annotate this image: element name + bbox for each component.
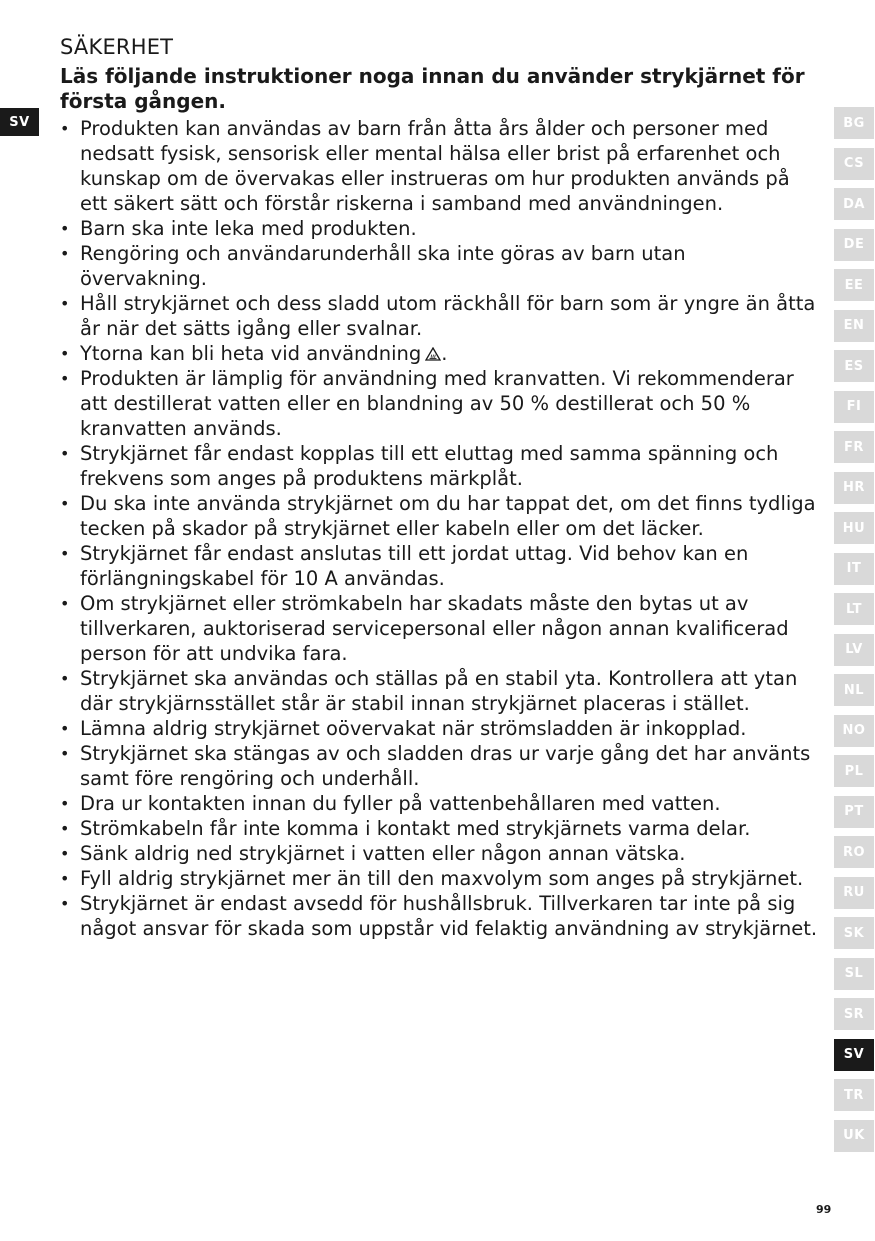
lang-tab-no[interactable]: NO — [834, 715, 874, 747]
list-item — [60, 791, 818, 816]
lang-tab-lv[interactable]: LV — [834, 634, 874, 666]
list-item-text: Rengöring och användarunderhåll ska inte göras av barn utan övervakning. — [80, 242, 686, 290]
lang-tab-es[interactable]: ES — [834, 350, 874, 382]
list-item-text: Håll strykjärnet och dess sladd utom räckhåll för barn som är yngre än åtta år när det sätts igång eller svalnar. — [80, 292, 816, 340]
list-item-text: Produkten kan användas av barn från åtta års ålder och personer med nedsatt fysisk, sensorisk eller mental hälsa eller brist på erfarenhet och kunskap om de övervakas eller instrueras om hur produkten används på ett säkert sätt och förstår riskerna i samband med användningen. — [80, 117, 790, 215]
list-item-text: Lämna aldrig strykjärnet oövervakat när strömsladden är inkopplad. — [80, 717, 747, 740]
list-item-text: Om strykjärnet eller strömkabeln har skadats måste den bytas ut av tillverkaren, auktoriserad servicepersonal eller någon annan kvalificerad person för att undvika fara. — [80, 592, 789, 665]
lang-tab-da[interactable]: DA — [834, 188, 874, 220]
list-item — [60, 541, 818, 591]
list-item — [60, 116, 818, 216]
safety-section — [60, 33, 818, 941]
lang-tab-hr[interactable]: HR — [834, 472, 874, 504]
list-item — [60, 866, 818, 891]
lang-tab-ee[interactable]: EE — [834, 269, 874, 301]
list-item-text: Strykjärnet får endast anslutas till ett jordat uttag. Vid behov kan en förlängningskabel för 10 A användas. — [80, 542, 749, 590]
lang-tab-de[interactable]: DE — [834, 229, 874, 261]
lang-tab-ru[interactable]: RU — [834, 877, 874, 909]
lang-tab-uk[interactable]: UK — [834, 1120, 874, 1152]
lang-tab-fi[interactable]: FI — [834, 391, 874, 423]
list-item-text: Du ska inte använda strykjärnet om du har tappat det, om det finns tydliga tecken på skador på strykjärnet eller kabeln eller om det läcker. — [80, 492, 816, 540]
list-item-text: Fyll aldrig strykjärnet mer än till den maxvolym som anges på strykjärnet. — [80, 867, 804, 890]
lang-tab-sk[interactable]: SK — [834, 917, 874, 949]
list-item-text: Strykjärnet är endast avsedd för hushållsbruk. Tillverkaren tar inte på sig något ansvar för skada som uppstår vid felaktig användning av strykjärnet. — [80, 892, 818, 940]
hot-surface-warning-icon — [425, 342, 441, 356]
lang-tab-sl[interactable]: SL — [834, 958, 874, 990]
list-item — [60, 741, 818, 791]
lang-tab-cs[interactable]: CS — [834, 148, 874, 180]
list-item-suffix: . — [441, 342, 448, 365]
list-item-text: Strykjärnet ska stängas av och sladden dras ur varje gång det har använts samt före rengöring och underhåll. — [80, 742, 811, 790]
lang-tab-tr[interactable]: TR — [834, 1079, 874, 1111]
list-item-text: Ytorna kan bli heta vid användning — [80, 342, 422, 365]
list-item — [60, 666, 818, 716]
list-item — [60, 891, 818, 941]
lang-tab-hu[interactable]: HU — [834, 512, 874, 544]
lang-tab-lt[interactable]: LT — [834, 593, 874, 625]
list-item-text: Strömkabeln får inte komma i kontakt med strykjärnets varma delar. — [80, 817, 751, 840]
lang-tab-nl[interactable]: NL — [834, 674, 874, 706]
lang-tab-en[interactable]: EN — [834, 310, 874, 342]
list-item — [60, 591, 818, 666]
list-item — [60, 291, 818, 341]
list-item-text: Barn ska inte leka med produkten. — [80, 217, 417, 240]
list-item-text: Dra ur kontakten innan du fyller på vattenbehållaren med vatten. — [80, 792, 721, 815]
list-item — [60, 241, 818, 291]
list-item — [60, 216, 818, 241]
lang-tab-it[interactable]: IT — [834, 553, 874, 585]
list-item — [60, 441, 818, 491]
list-item — [60, 491, 818, 541]
lang-tab-ro[interactable]: RO — [834, 836, 874, 868]
lang-tab-pl[interactable]: PL — [834, 755, 874, 787]
section-heading: SÄKERHET — [60, 35, 174, 59]
lang-tab-sr[interactable]: SR — [834, 998, 874, 1030]
language-tabs — [834, 107, 874, 1160]
intro-text: Läs följande instruktioner noga innan du använder strykjärnet för första gången. — [60, 64, 805, 113]
lang-tab-fr[interactable]: FR — [834, 431, 874, 463]
list-item — [60, 341, 818, 366]
list-item — [60, 716, 818, 741]
list-item-text: Produkten är lämplig för användning med kranvatten. Vi rekommenderar att destillerat vatten eller en blandning av 50 % destillerat och 50 % kranvatten används. — [80, 367, 794, 440]
list-item — [60, 841, 818, 866]
list-item-text: Strykjärnet ska användas och ställas på en stabil yta. Kontrollera att ytan där strykjärnsstället står är stabil innan strykjärnet placeras i stället. — [80, 667, 798, 715]
lang-tab-pt[interactable]: PT — [834, 796, 874, 828]
list-item-text: Sänk aldrig ned strykjärnet i vatten eller någon annan vätska. — [80, 842, 686, 865]
page-number: 99 — [816, 1203, 832, 1216]
list-item-text: Strykjärnet får endast kopplas till ett eluttag med samma spänning och frekvens som anges på produktens märkplåt. — [80, 442, 779, 490]
safety-list — [60, 116, 818, 941]
lang-tab-sv[interactable]: SV — [834, 1039, 874, 1071]
lang-tab-bg[interactable]: BG — [834, 107, 874, 139]
language-side-label: SV — [0, 108, 39, 136]
list-item — [60, 816, 818, 841]
list-item — [60, 366, 818, 441]
